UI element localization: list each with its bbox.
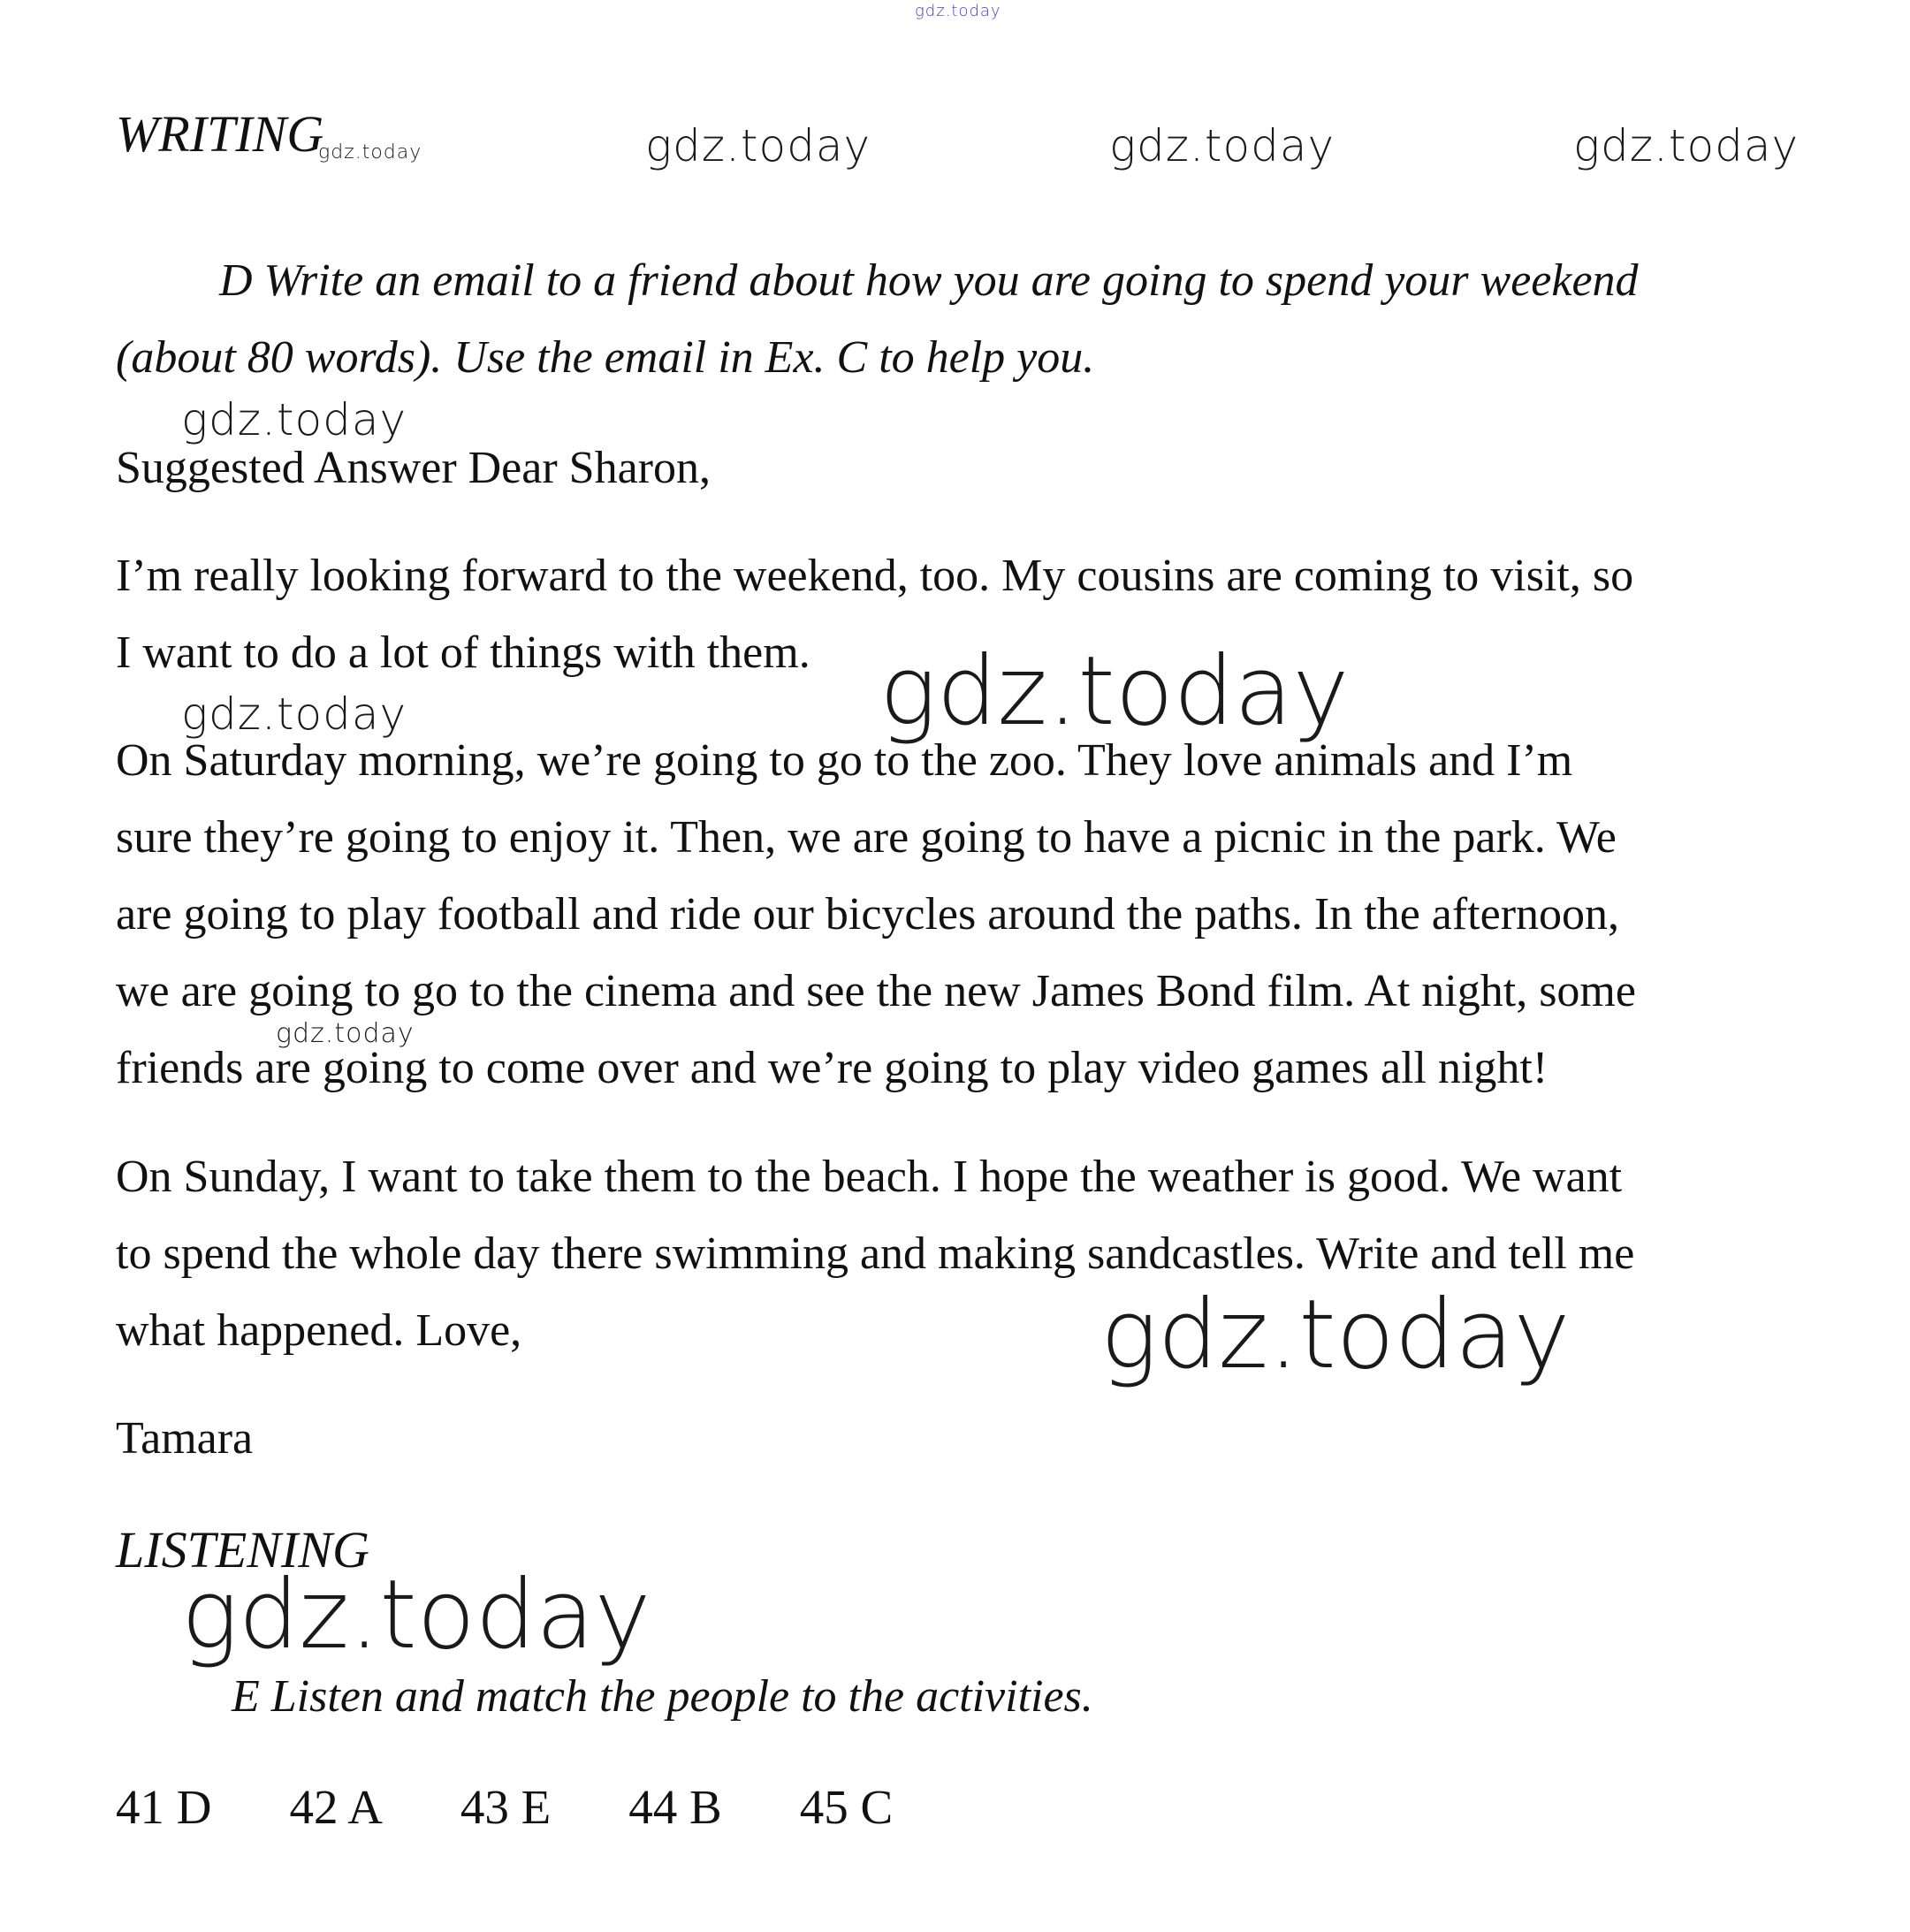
email-p2-line-1: On Saturday morning, we’re going to go to the zoo. They love animals and I’m [116,735,1573,786]
answer-44: 44 B [628,1780,722,1834]
email-p1-line-1: I’m really looking forward to the weekend, too. My cousins are coming to visit, so [116,551,1634,601]
watermark-heading-small: gdz.today [318,141,422,164]
email-p3-line-3: what happened. Love, [116,1305,522,1356]
watermark-header-1: gdz.today [645,120,871,171]
watermark-body-1: gdz.today [181,394,407,445]
watermark-header-2: gdz.today [1109,120,1335,171]
email-p2-line-3: are going to play football and ride our bicycles around the paths. In the afternoon, [116,889,1620,939]
listening-heading: LISTENING [116,1521,369,1578]
email-p3-line-1: On Sunday, I want to take them to the beach. I hope the weather is good. We want [116,1152,1623,1202]
email-p3-line-2: to spend the whole day there swimming and making sandcastles. Write and tell me [116,1228,1635,1279]
email-intro: Suggested Answer Dear Sharon, [116,443,711,493]
email-p2-line-2: sure they’re going to enjoy it. Then, we are going to have a picnic in the park. We [116,812,1617,863]
writing-task-line-1: D Write an email to a friend about how you are going to spend your weekend [219,255,1639,306]
listening-answers [116,1779,893,1835]
answer-45: 45 C [799,1780,894,1834]
writing-task-line-2: (about 80 words). Use the email in Ex. C to help you. [116,332,1095,383]
watermark-large-3: gdz.today [181,1560,651,1670]
listening-task: E Listen and match the people to the activities. [232,1671,1093,1722]
watermark-header-3: gdz.today [1573,120,1800,171]
watermark-body-3: gdz.today [276,1018,415,1049]
watermark-body-2: gdz.today [181,688,407,740]
email-signature: Tamara [116,1413,254,1464]
email-p2-line-4: we are going to go to the cinema and see the new James Bond film. At night, some [116,966,1636,1016]
watermark-top: gdz.today [915,2,1001,20]
answer-41: 41 D [116,1780,212,1834]
writing-heading: WRITING [116,105,324,163]
answer-42: 42 A [289,1780,383,1834]
email-p1-line-2: I want to do a lot of things with them. [116,628,810,678]
watermark-large-1: gdz.today [879,636,1350,747]
watermark-large-2: gdz.today [1100,1280,1571,1390]
answer-43: 43 E [460,1780,552,1834]
email-p2-line-5: friends are going to come over and we’re going to play video games all night! [116,1043,1549,1093]
